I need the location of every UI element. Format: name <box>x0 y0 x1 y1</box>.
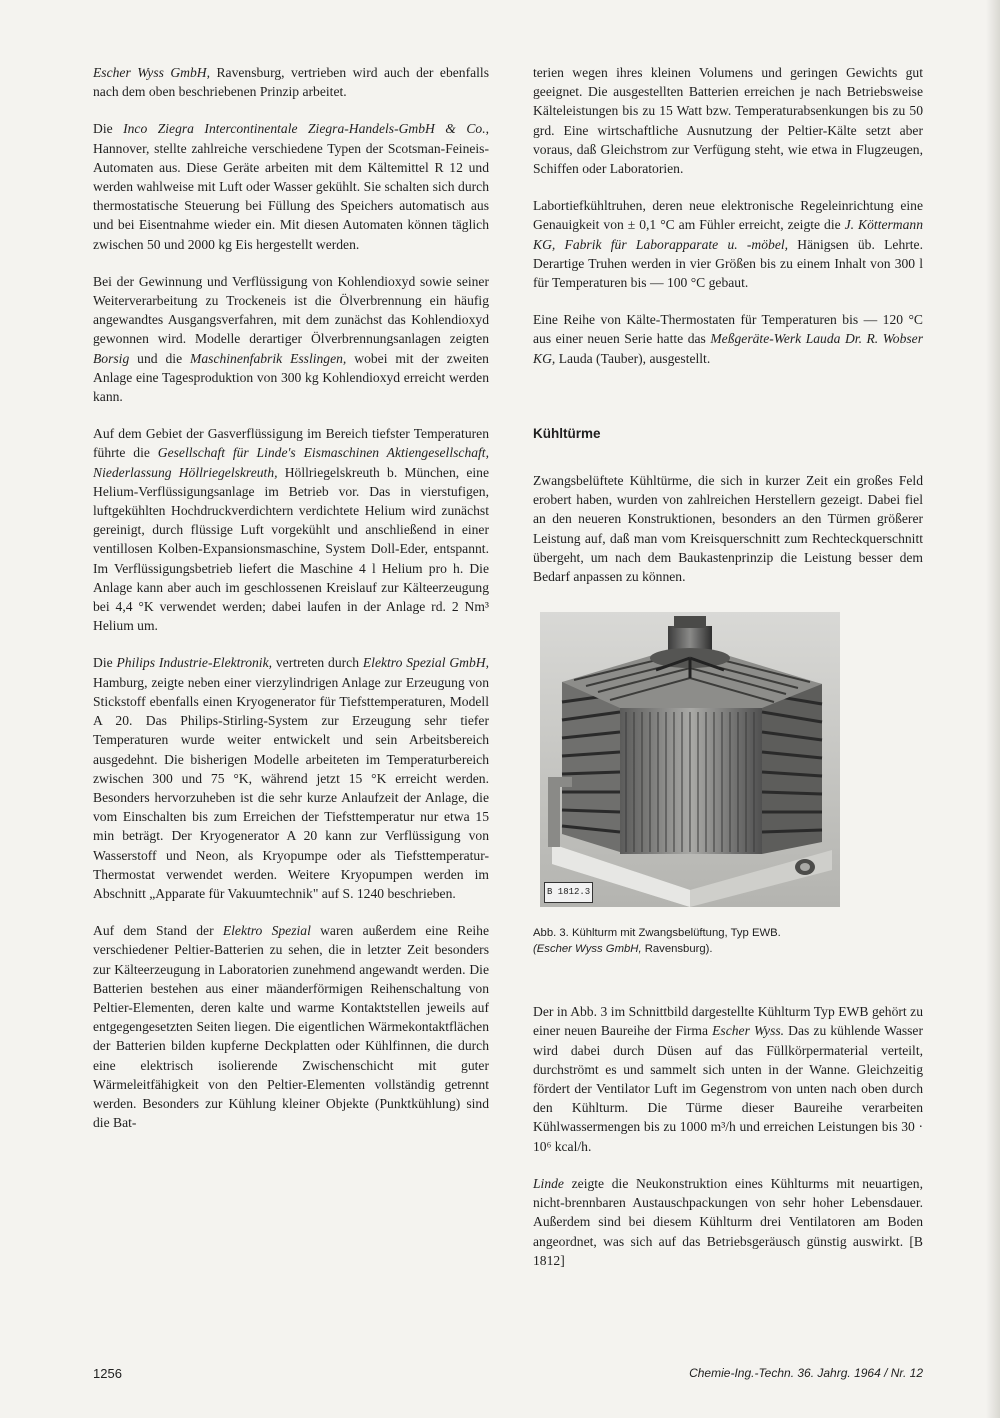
company-name: J. Köttermann KG, Fabrik für Laborapparate u. -möbel, <box>533 217 924 252</box>
company-name: Inco Ziegra Intercontinentale Ziegra-Handels-GmbH & Co. <box>123 121 486 137</box>
company-name: Elektro Spezial <box>222 923 311 939</box>
paragraph-linde-kuehlturm: Linde zeigte die Neukonstruktion eines Kühlturms mit neuartigen, nicht-brennbaren Austauschpackungen von sehr hoher Lebensdauer. Außerdem sind bei diesem Kühlturm drei Ventilatoren am Boden angeordnet, was sich auf das Betriebsgeräusch günstig auswirkt. [B 1812] <box>533 1175 923 1268</box>
paragraph-philips: Die Philips Industrie-Elektronik, vertreten durch Elektro Spezial GmbH, Hamburg, zeigte neben einer vierzylindrigen Anlage zur Erzeugung von Stickstoff ebenfalls einen Kryogenerator für Tiefsttemperaturen, Modell A 20. Das Philips-Stirling-System zur Erzeugung sehr tiefer Temperaturen wurde weiter entwickelt und sein Arbeitsbereich ausgedehnt. Die bisherigen Modelle arbeiteten im Temperaturbereich zwischen 300 und 75 °K, während jetzt 15 °K erreicht werden. Besonders hervorzuheben ist die sehr kurze Anlaufzeit der Anlage, die vom Einschalten bis zum Erreichen der Tiefsttemperatur nur etwa 15 min beträgt. Der Kryogenerator A 20 kann zur Verflüssigung von Wasserstoff und Neon, als Kryopumpe oder als Tiefsttemperatur-Thermostat verwendet werden. Weitere Kryopumpen werden im Abschnitt „Apparate für Vakuumtechnik" auf S. 1240 beschrieben. <box>93 655 490 901</box>
caption-source: (Escher Wyss GmbH, Ravensburg). <box>533 943 713 956</box>
left-column <box>93 63 489 1150</box>
company-name: Linde <box>533 1175 564 1191</box>
cooling-tower-illustration <box>540 612 840 907</box>
caption-title: Abb. 3. Kühlturm mit Zwangsbelüftung, Typ EWB. <box>533 927 781 940</box>
paragraph-escher-wyss: Escher Wyss GmbH, Ravensburg, vertrieben wird auch der ebenfalls nach dem oben beschriebenen Prinzip arbeitet. <box>93 65 489 100</box>
paragraph-inco-ziegra: Die Inco Ziegra Intercontinentale Ziegra-Handels-GmbH & Co., Hannover, stellte zahlreiche verschiedene Typen der Scotsman-Feineis-Automaten aus. Diese Geräte arbeiten mit dem Kältemittel R 12 und werden wahlweise mit Luft oder Wasser gekühlt. Sie schalten sich durch thermostatische Steuerung bei Füllung des Speichers automatisch aus und bei Eisentnahme wieder ein. Mit diesen Automaten können täglich zwischen 50 und 2000 kg Eis hergestellt werden. <box>93 121 489 252</box>
paragraph-kohlendioxyd: Bei der Gewinnung und Verflüssigung von Kohlendioxyd sowie seiner Weiterverarbeitung zu Trockeneis ist die Ölverbrennung ein häufig angewandtes Ausgangsverfahren, mit dem zunächst das Kohlendioxyd gewonnen wird. Modelle derartiger Ölverbrennungsanlagen zeigten Borsig und die Maschinenfabrik Esslingen, wobei mit der zweiten Anlage eine Tagesproduktion von 300 kg Kohlendioxyd erreicht werden kann. <box>93 273 489 405</box>
company-name: Gesellschaft für Linde's Eismaschinen Aktiengesellschaft, Niederlassung Höllriegelskreuth, <box>93 445 489 480</box>
company-name: Philips Industrie-Elektronik, <box>116 655 273 671</box>
company-name: Maschinenfabrik Esslingen, <box>190 350 347 366</box>
paragraph-peltier: Auf dem Stand der Elektro Spezial waren außerdem eine Reihe verschiedener Peltier-Batterien zu sehen, die in letzter Zeit besonders zur Kälteerzeugung in Laboratorien zunehmend angewandt werden. Die Batterien bestehen aus einer mäanderförmigen Reihenschaltung von Peltier-Elementen, deren kalte und warme Kontaktstellen jeweils auf entgegengesetzten Seiten liegen. Die eigentlichen Wärmekontaktflächen der Batterien bilden kupferne Deckplatten oder Kühlfinnen, die durch eine elektrisch isolierende Zwischenschicht mit guter Wärmeleitfähigkeit von den Peltier-Elementen vollständig getrennt werden. Besonders zur Kühlung kleiner Objekte (Punktkühlung) sind die Bat- <box>93 923 489 1131</box>
paragraph-kaelte-thermostaten: Eine Reihe von Kälte-Thermostaten für Temperaturen bis — 120 °C aus einer neuen Serie hatte das Meßgeräte-Werk Lauda Dr. R. Wobser KG, Lauda (Tauber), ausgestellt. <box>533 312 923 366</box>
section-heading-kuehltuerme: Kühltürme <box>533 425 601 441</box>
journal-citation: Chemie-Ing.-Techn. 36. Jahrg. 1964 / Nr. 12 <box>689 1366 923 1380</box>
paragraph-labortiefkuehltruhen: Labortiefkühltruhen, deren neue elektronische Regeleinrichtung eine Genauigkeit von ± 0,1 °C am Fühler erreicht, zeigte die J. Köttermann KG, Fabrik für Laborapparate u. -möbel, Hänigsen üb. Lehrte. Derartige Truhen werden in vier Größen bis zu einem Inhalt von 300 l für Temperaturen bis — 100 °C gebaut. <box>533 198 924 291</box>
page-edge-shadow <box>986 0 1000 1418</box>
figure-cooling-tower-photo <box>540 612 840 907</box>
figure-caption <box>533 925 923 957</box>
paragraph-kuehlturm-ewb: Der in Abb. 3 im Schnittbild dargestellte Kühlturm Typ EWB gehört zu einer neuen Baureihe der Firma Escher Wyss. Das zu kühlende Wasser wird dabei durch Düsen auf das Füllkörpermaterial verteilt, durchströmt es und sammelt sich unten in der Wanne. Gleichzeitig fördert der Ventilator Luft im Gegenstrom von unten nach oben durch den Kühlturm. Die Türme dieser Baureihe verarbeiten Kühlwassermengen bis zu 1000 m³/h und erreichen Leistungen bis 30 · 10⁶ kcal/h. <box>533 1004 923 1154</box>
company-name: Elektro Spezial GmbH, <box>362 655 490 671</box>
company-name: Escher Wyss GmbH, <box>93 65 211 80</box>
company-name: Escher Wyss. <box>712 1023 785 1039</box>
company-name: Borsig <box>93 350 130 366</box>
page-number: 1256 <box>93 1366 122 1381</box>
paragraph-kuehltuerme-intro: Zwangsbelüftete Kühltürme, die sich in kurzer Zeit ein großes Feld erobert haben, wurden von zahlreichen Herstellern gezeigt. Dabei fiel an den neueren Konstruktionen, besonders an den Türmen größerer Leistung auf, daß man vom Kreisquerschnitt zum Rechteckquerschnitt übergeht, um nach dem Baukastenprinzip die Leistung besser dem Bedarf anpassen zu können. <box>533 473 923 585</box>
right-column <box>533 63 923 1288</box>
paragraph-peltier-continued: terien wegen ihres kleinen Volumens und geringen Gewichts gut geeignet. Die ausgestellten Batterien erreichen je nach Betriebsweise Kälteleistungen bis zu 15 Watt bzw. Temperaturabsenkungen bis zu 50 grd. Eine wirtschaftliche Ausnutzung der Peltier-Kälte setzt aber voraus, daß Gleichstrom zur Verfügung steht, wie etwa in Flugzeugen, Schiffen oder Laboratorien. <box>533 65 923 177</box>
figure-tag: B 1812.3 <box>544 882 593 903</box>
paragraph-linde-helium: Auf dem Gebiet der Gasverflüssigung im Bereich tiefster Temperaturen führte die Gesellschaft für Linde's Eismaschinen Aktiengesellschaft, Niederlassung Höllriegelskreuth, Höllriegelskreuth b. München, eine Helium-Verflüssigungsanlage im Betrieb vor. Das in vierstufigen, luftgekühlten Hochdruckverdichtern verdichtete Helium wird zunächst gereinigt, durch flüssige Luft vorgekühlt und anschließend in einer ventillosen Kolben-Expansionsmaschine, System Doll-Eder, entspannt. Im Verflüssigungsbetrieb liefert die Maschine 4 l Helium pro h. Die Anlage kann aber auch im geschlossenen Kreislauf zur Kälteerzeugung bei 4,4 °K verwendet werden; dabei laufen in der Anlage rd. 2 Nm³ Helium um. <box>93 426 489 634</box>
company-name: Meßgeräte-Werk Lauda Dr. R. Wobser KG, <box>533 331 923 366</box>
